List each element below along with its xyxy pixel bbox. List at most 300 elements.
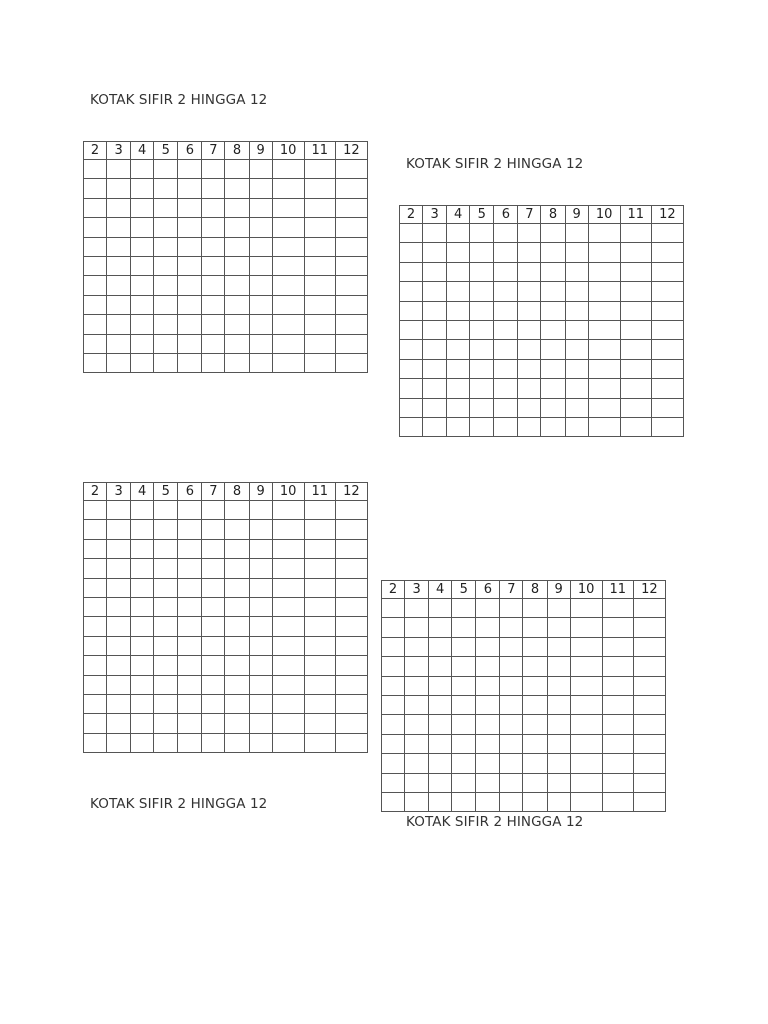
answer-cell <box>400 243 423 262</box>
header-row <box>382 581 666 599</box>
answer-cell <box>633 754 665 773</box>
answer-cell <box>335 179 367 198</box>
header-cell: 10 <box>272 142 304 160</box>
answer-cell <box>304 675 335 694</box>
answer-cell <box>304 218 335 237</box>
table-row <box>84 675 368 694</box>
caption-bottom-right: KOTAK SIFIR 2 HINGGA 12 <box>406 814 584 830</box>
answer-cell <box>651 262 683 281</box>
answer-cell <box>225 160 249 179</box>
answer-cell <box>272 198 304 217</box>
answer-cell <box>602 754 633 773</box>
answer-cell <box>202 578 225 597</box>
answer-cell <box>304 237 335 256</box>
answer-cell <box>304 256 335 275</box>
header-cell: 11 <box>602 581 633 599</box>
answer-cell <box>541 417 565 436</box>
answer-cell <box>249 179 272 198</box>
answer-cell <box>84 733 107 752</box>
answer-cell <box>400 398 423 417</box>
answer-cell <box>602 599 633 618</box>
answer-cell <box>225 256 249 275</box>
answer-cell <box>447 262 470 281</box>
answer-cell <box>602 792 633 811</box>
answer-cell <box>304 694 335 713</box>
table-row <box>382 773 666 792</box>
answer-cell <box>423 320 447 339</box>
answer-cell <box>304 539 335 558</box>
answer-cell <box>107 617 131 636</box>
answer-cell <box>107 578 131 597</box>
answer-cell <box>178 733 202 752</box>
answer-cell <box>620 340 651 359</box>
answer-cell <box>154 160 178 179</box>
answer-cell <box>154 295 178 314</box>
answer-cell <box>651 243 683 262</box>
answer-cell <box>84 179 107 198</box>
answer-cell <box>518 262 541 281</box>
answer-cell <box>107 160 131 179</box>
answer-cell <box>304 315 335 334</box>
header-cell: 5 <box>154 483 178 501</box>
answer-cell <box>588 359 620 378</box>
answer-cell <box>154 520 178 539</box>
answer-cell <box>107 218 131 237</box>
header-cell: 10 <box>588 206 620 224</box>
answer-cell <box>178 656 202 675</box>
answer-cell <box>202 179 225 198</box>
answer-cell <box>588 398 620 417</box>
answer-cell <box>107 636 131 655</box>
answer-cell <box>107 256 131 275</box>
header-cell: 6 <box>178 483 202 501</box>
answer-cell <box>225 276 249 295</box>
answer-cell <box>382 792 405 811</box>
answer-cell <box>225 198 249 217</box>
answer-cell <box>588 224 620 243</box>
answer-cell <box>602 773 633 792</box>
answer-cell <box>335 256 367 275</box>
answer-cell <box>272 334 304 353</box>
table-row <box>400 262 684 281</box>
answer-cell <box>470 379 494 398</box>
answer-cell <box>547 754 570 773</box>
header-cell: 2 <box>400 206 423 224</box>
answer-cell <box>272 636 304 655</box>
answer-cell <box>154 315 178 334</box>
table-row <box>84 501 368 520</box>
table-row <box>84 256 368 275</box>
answer-cell <box>225 501 249 520</box>
answer-cell <box>447 320 470 339</box>
answer-cell <box>131 160 154 179</box>
answer-cell <box>202 218 225 237</box>
answer-cell <box>131 617 154 636</box>
answer-cell <box>225 578 249 597</box>
answer-cell <box>272 733 304 752</box>
answer-cell <box>304 334 335 353</box>
answer-cell <box>84 675 107 694</box>
answer-cell <box>225 218 249 237</box>
header-row <box>84 483 368 501</box>
answer-cell <box>565 301 588 320</box>
answer-cell <box>541 398 565 417</box>
answer-cell <box>131 597 154 616</box>
answer-cell <box>452 618 476 637</box>
answer-cell <box>107 198 131 217</box>
answer-cell <box>335 276 367 295</box>
answer-cell <box>272 237 304 256</box>
answer-cell <box>405 773 429 792</box>
answer-cell <box>500 599 523 618</box>
answer-cell <box>249 315 272 334</box>
answer-cell <box>547 637 570 656</box>
table-row <box>84 559 368 578</box>
answer-cell <box>107 353 131 372</box>
answer-cell <box>154 714 178 733</box>
answer-cell <box>272 353 304 372</box>
answer-cell <box>382 599 405 618</box>
answer-cell <box>452 715 476 734</box>
answer-cell <box>447 282 470 301</box>
answer-cell <box>225 334 249 353</box>
header-row <box>84 142 368 160</box>
table-row <box>84 733 368 752</box>
table-row <box>84 520 368 539</box>
answer-cell <box>335 675 367 694</box>
answer-cell <box>470 398 494 417</box>
answer-cell <box>423 417 447 436</box>
answer-cell <box>154 256 178 275</box>
answer-cell <box>304 617 335 636</box>
answer-cell <box>272 315 304 334</box>
header-cell: 2 <box>84 483 107 501</box>
answer-cell <box>84 636 107 655</box>
answer-cell <box>335 501 367 520</box>
answer-cell <box>565 243 588 262</box>
answer-cell <box>523 618 547 637</box>
answer-cell <box>202 334 225 353</box>
answer-cell <box>272 276 304 295</box>
answer-cell <box>202 353 225 372</box>
answer-cell <box>154 179 178 198</box>
answer-cell <box>633 657 665 676</box>
answer-cell <box>429 754 452 773</box>
answer-cell <box>178 539 202 558</box>
answer-cell <box>547 792 570 811</box>
answer-cell <box>154 675 178 694</box>
answer-cell <box>500 734 523 753</box>
answer-cell <box>154 237 178 256</box>
answer-cell <box>570 715 602 734</box>
answer-cell <box>400 320 423 339</box>
answer-cell <box>154 733 178 752</box>
answer-cell <box>249 218 272 237</box>
answer-cell <box>154 559 178 578</box>
header-cell: 3 <box>405 581 429 599</box>
answer-cell <box>335 237 367 256</box>
answer-cell <box>494 224 518 243</box>
answer-cell <box>500 754 523 773</box>
table-row <box>382 734 666 753</box>
answer-cell <box>470 243 494 262</box>
answer-cell <box>335 636 367 655</box>
answer-cell <box>500 715 523 734</box>
answer-cell <box>225 520 249 539</box>
answer-cell <box>202 198 225 217</box>
answer-cell <box>651 340 683 359</box>
answer-cell <box>447 340 470 359</box>
table-row <box>382 618 666 637</box>
answer-cell <box>225 315 249 334</box>
table-row <box>84 334 368 353</box>
answer-cell <box>178 315 202 334</box>
answer-cell <box>154 501 178 520</box>
header-cell: 2 <box>84 142 107 160</box>
answer-cell <box>249 617 272 636</box>
answer-cell <box>476 618 500 637</box>
answer-cell <box>523 657 547 676</box>
answer-cell <box>304 295 335 314</box>
answer-cell <box>335 160 367 179</box>
answer-cell <box>202 656 225 675</box>
header-cell: 9 <box>565 206 588 224</box>
header-cell: 5 <box>154 142 178 160</box>
header-cell: 8 <box>541 206 565 224</box>
answer-cell <box>84 276 107 295</box>
answer-cell <box>335 714 367 733</box>
answer-cell <box>518 398 541 417</box>
table-row <box>400 301 684 320</box>
answer-cell <box>470 340 494 359</box>
answer-cell <box>429 599 452 618</box>
answer-cell <box>335 597 367 616</box>
answer-cell <box>225 539 249 558</box>
answer-cell <box>225 636 249 655</box>
answer-cell <box>447 224 470 243</box>
answer-cell <box>588 320 620 339</box>
answer-cell <box>178 276 202 295</box>
table-row <box>84 578 368 597</box>
answer-cell <box>470 301 494 320</box>
answer-cell <box>272 295 304 314</box>
answer-cell <box>423 243 447 262</box>
answer-cell <box>523 734 547 753</box>
answer-cell <box>633 734 665 753</box>
caption-top-left: KOTAK SIFIR 2 HINGGA 12 <box>90 92 268 108</box>
answer-cell <box>523 773 547 792</box>
answer-cell <box>154 578 178 597</box>
answer-cell <box>249 539 272 558</box>
answer-cell <box>107 559 131 578</box>
answer-cell <box>107 501 131 520</box>
answer-cell <box>335 656 367 675</box>
header-cell: 8 <box>225 483 249 501</box>
answer-cell <box>225 714 249 733</box>
answer-cell <box>202 559 225 578</box>
answer-cell <box>518 359 541 378</box>
answer-cell <box>476 773 500 792</box>
table-row <box>400 224 684 243</box>
answer-cell <box>570 773 602 792</box>
table-row <box>382 657 666 676</box>
answer-cell <box>131 714 154 733</box>
answer-cell <box>84 218 107 237</box>
table-row <box>382 792 666 811</box>
answer-cell <box>272 714 304 733</box>
answer-cell <box>202 501 225 520</box>
answer-cell <box>423 224 447 243</box>
answer-cell <box>154 617 178 636</box>
table-row <box>84 160 368 179</box>
answer-cell <box>202 694 225 713</box>
header-cell: 6 <box>494 206 518 224</box>
answer-cell <box>494 301 518 320</box>
answer-cell <box>494 282 518 301</box>
answer-cell <box>225 295 249 314</box>
answer-cell <box>518 417 541 436</box>
answer-cell <box>565 340 588 359</box>
answer-cell <box>249 353 272 372</box>
answer-cell <box>570 676 602 695</box>
answer-cell <box>620 398 651 417</box>
answer-cell <box>541 340 565 359</box>
header-cell: 12 <box>335 483 367 501</box>
table-row <box>400 243 684 262</box>
answer-cell <box>272 218 304 237</box>
caption-top-right: KOTAK SIFIR 2 HINGGA 12 <box>406 156 584 172</box>
table-row <box>84 218 368 237</box>
answer-cell <box>500 657 523 676</box>
header-cell: 4 <box>131 483 154 501</box>
answer-cell <box>335 334 367 353</box>
answer-cell <box>476 734 500 753</box>
answer-cell <box>570 734 602 753</box>
header-cell: 11 <box>304 142 335 160</box>
answer-cell <box>202 520 225 539</box>
answer-cell <box>620 417 651 436</box>
answer-cell <box>570 695 602 714</box>
answer-cell <box>84 237 107 256</box>
header-cell: 4 <box>429 581 452 599</box>
answer-cell <box>225 694 249 713</box>
answer-cell <box>178 256 202 275</box>
answer-cell <box>423 340 447 359</box>
answer-cell <box>304 501 335 520</box>
header-row <box>400 206 684 224</box>
answer-cell <box>272 179 304 198</box>
table-row <box>84 353 368 372</box>
answer-cell <box>154 539 178 558</box>
answer-cell <box>131 276 154 295</box>
answer-cell <box>429 734 452 753</box>
answer-cell <box>382 676 405 695</box>
answer-cell <box>304 597 335 616</box>
answer-cell <box>476 715 500 734</box>
answer-cell <box>518 320 541 339</box>
answer-cell <box>154 597 178 616</box>
answer-cell <box>178 160 202 179</box>
answer-cell <box>202 714 225 733</box>
answer-cell <box>400 359 423 378</box>
header-cell: 10 <box>570 581 602 599</box>
answer-cell <box>500 618 523 637</box>
answer-cell <box>620 282 651 301</box>
answer-cell <box>651 379 683 398</box>
answer-cell <box>452 657 476 676</box>
answer-cell <box>131 733 154 752</box>
answer-cell <box>225 617 249 636</box>
answer-cell <box>565 282 588 301</box>
answer-cell <box>547 657 570 676</box>
answer-cell <box>500 637 523 656</box>
answer-cell <box>178 675 202 694</box>
answer-cell <box>84 539 107 558</box>
answer-cell <box>84 501 107 520</box>
answer-cell <box>249 501 272 520</box>
answer-cell <box>154 276 178 295</box>
answer-cell <box>523 792 547 811</box>
answer-cell <box>620 224 651 243</box>
answer-cell <box>452 695 476 714</box>
answer-cell <box>178 559 202 578</box>
answer-cell <box>494 243 518 262</box>
answer-cell <box>541 262 565 281</box>
table-row <box>84 237 368 256</box>
answer-cell <box>225 353 249 372</box>
answer-cell <box>565 320 588 339</box>
answer-cell <box>547 715 570 734</box>
answer-cell <box>602 676 633 695</box>
answer-cell <box>249 694 272 713</box>
answer-cell <box>131 353 154 372</box>
table-row <box>382 599 666 618</box>
header-cell: 9 <box>249 483 272 501</box>
answer-cell <box>447 243 470 262</box>
header-cell: 6 <box>178 142 202 160</box>
answer-cell <box>500 676 523 695</box>
answer-cell <box>588 417 620 436</box>
answer-cell <box>272 559 304 578</box>
header-cell: 7 <box>202 142 225 160</box>
answer-cell <box>131 656 154 675</box>
answer-cell <box>304 636 335 655</box>
answer-cell <box>494 340 518 359</box>
answer-cell <box>131 334 154 353</box>
answer-cell <box>249 160 272 179</box>
answer-cell <box>131 237 154 256</box>
answer-cell <box>154 656 178 675</box>
answer-cell <box>131 539 154 558</box>
table-top-left <box>83 141 368 373</box>
answer-cell <box>178 636 202 655</box>
answer-cell <box>131 256 154 275</box>
answer-cell <box>620 379 651 398</box>
answer-cell <box>249 675 272 694</box>
header-cell: 8 <box>523 581 547 599</box>
answer-cell <box>405 715 429 734</box>
answer-cell <box>405 754 429 773</box>
answer-cell <box>154 353 178 372</box>
answer-cell <box>423 262 447 281</box>
answer-cell <box>335 578 367 597</box>
answer-cell <box>304 160 335 179</box>
answer-cell <box>570 657 602 676</box>
answer-cell <box>452 734 476 753</box>
answer-cell <box>131 315 154 334</box>
answer-cell <box>202 617 225 636</box>
answer-cell <box>84 160 107 179</box>
